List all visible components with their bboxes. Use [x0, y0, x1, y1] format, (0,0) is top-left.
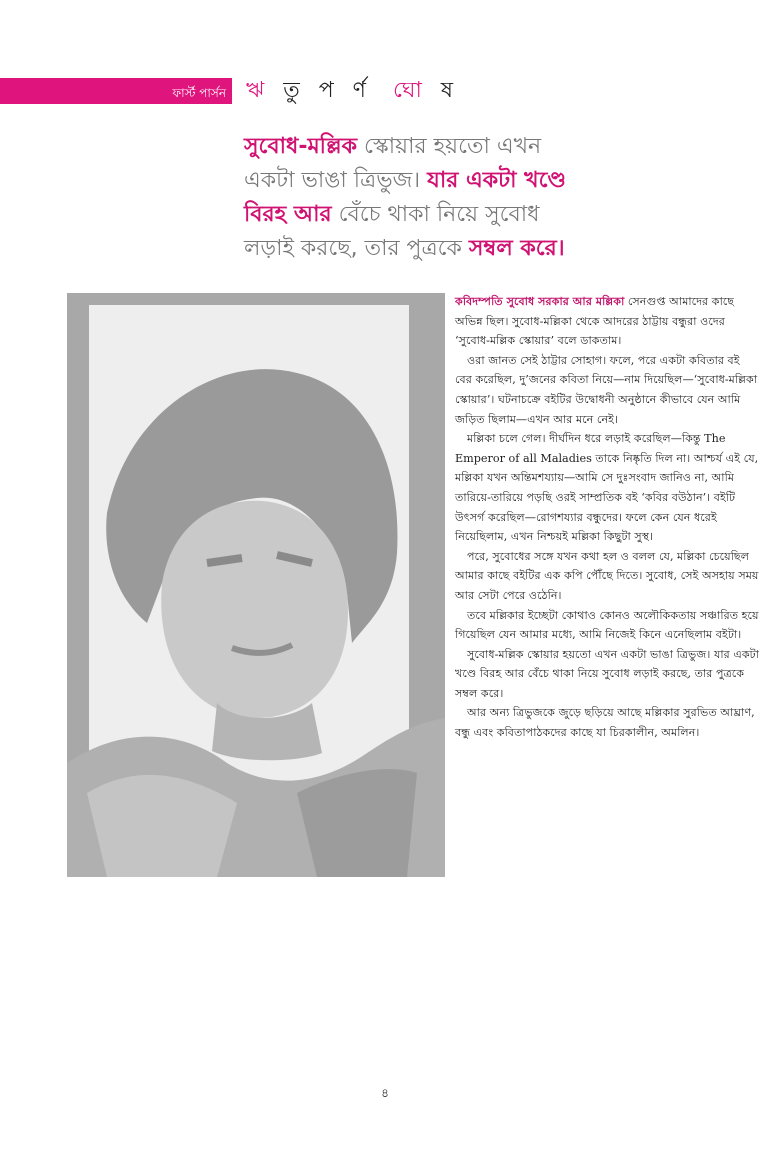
- pull-quote-highlight: যার একটা খণ্ডে: [427, 168, 567, 193]
- article-body: [455, 292, 760, 743]
- article-paragraph: ওরা জানত সেই ঠাট্টার সোহাগ। ফলে, পরে একটা কবিতার বই বের করেছিল, দু’জনের কবিতা নিয়ে—নাম দিয়েছিল—‘সুবোধ-মল্লিকা স্কোয়ার’। ঘটনাচক্রে বইটির উদ্বোধনী অনুষ্ঠানে কীভাবে যেন আমি জড়িত ছিলাম—এখন আর মনে নেই।: [455, 353, 758, 426]
- pull-quote-text: লড়াই করছে, তার পুত্রকে: [244, 236, 469, 261]
- author-part: ঘো: [392, 78, 428, 103]
- pull-quote-line: [244, 164, 764, 198]
- portrait-photo: [67, 293, 445, 877]
- section-label: ফার্স্ট পার্সন: [172, 86, 226, 100]
- author-part: ঋ: [246, 78, 271, 103]
- author-name: [246, 76, 459, 106]
- page-number: ৪: [381, 1086, 389, 1100]
- article-paragraph: পরে, সুবোধের সঙ্গে যখন কথা হল ও বলল যে, মল্লিকা চেয়েছিল আমার কাছে বইটির এক কপি পৌঁছে দিতে। সুবোধ, সেই অসহায় সময় আর সেটা পেরে ওঠেনি।: [455, 549, 759, 602]
- article-paragraph: আর অন্য ত্রিভুজকে জুড়ে ছড়িয়ে আছে মল্লিকার সুরভিত আঘ্রাণ, বন্ধু এবং কবিতাপাঠকদের কাছে যা চিরকালীন, অমলিন।: [455, 706, 755, 740]
- article-paragraph: [455, 292, 760, 351]
- author-part: প: [318, 78, 340, 103]
- pull-quote: [244, 130, 764, 266]
- author-part: ষ: [440, 78, 460, 103]
- article-lead: কবিদম্পতি সুবোধ সরকার আর মল্লিকা: [455, 295, 625, 308]
- author-part: র্ণ: [352, 78, 372, 103]
- pull-quote-text: একটা ভাঙা ত্রিভুজ।: [244, 168, 428, 193]
- pull-quote-highlight: সম্বল করে।: [468, 236, 565, 261]
- pull-quote-highlight: সুবোধ-মল্লিক: [244, 134, 358, 159]
- pull-quote-text: স্কোয়ার হয়তো এখন: [357, 134, 542, 159]
- article-paragraph: তবে মল্লিকার ইচ্ছেটা কোথাও কোনও অলৌকিকতায় সঞ্চারিত হয়ে গিয়েছিল যেন আমার মধ্যে, আমি নিজেই কিনে এনেছিলাম বইটা।: [455, 608, 759, 642]
- pull-quote-line: [244, 130, 764, 164]
- author-part: তু: [283, 78, 306, 103]
- pull-quote-line: [244, 198, 764, 232]
- article-paragraph: সুবোধ-মল্লিক স্কোয়ার হয়তো এখন একটা ভাঙা ত্রিভুজ। যার একটা খণ্ডে বিরহ আর বেঁচে থাকা নিয়ে সুবোধ লড়াই করছে, তার পুত্রকে সম্বল করে।: [455, 647, 760, 700]
- article-text: সেনগুপ্ত আমাদের কাছে অভিন্ন ছিল। সুবোধ-মল্লিকা থেকে আদরের ঠাট্টায় বন্ধুরা ওদের ‘সুবোধ-মল্লিক স্কোয়ার’ বলে ডাকতাম।: [455, 295, 735, 348]
- pull-quote-line: [244, 232, 764, 266]
- pull-quote-text: বেঁচে থাকা নিয়ে সুবোধ: [331, 202, 540, 227]
- pull-quote-highlight: বিরহ আর: [244, 202, 332, 227]
- article-paragraph: মল্লিকা চলে গেল। দীর্ঘদিন ধরে লড়াই করেছিল—কিন্তু The Emperor of all Maladies তাকে নিষ্কৃতি দিল না। আশ্চর্য এই যে, মল্লিকা যখন অন্তিমশয্যায়—আমি সে দুঃসংবাদ জানিও না, আমি তারিয়ে-তারিয়ে পড়ছি ওরই সাম্প্রতিক বই ‘কবির বউঠান’। বইটি উৎসর্গ করেছিল—রোগশয্যার বন্ধুদের। ফলে কেন যেন ধরেই নিয়েছিলাম, এখন নিশ্চয়ই মল্লিকা কিছুটা সুস্থ।: [455, 432, 759, 544]
